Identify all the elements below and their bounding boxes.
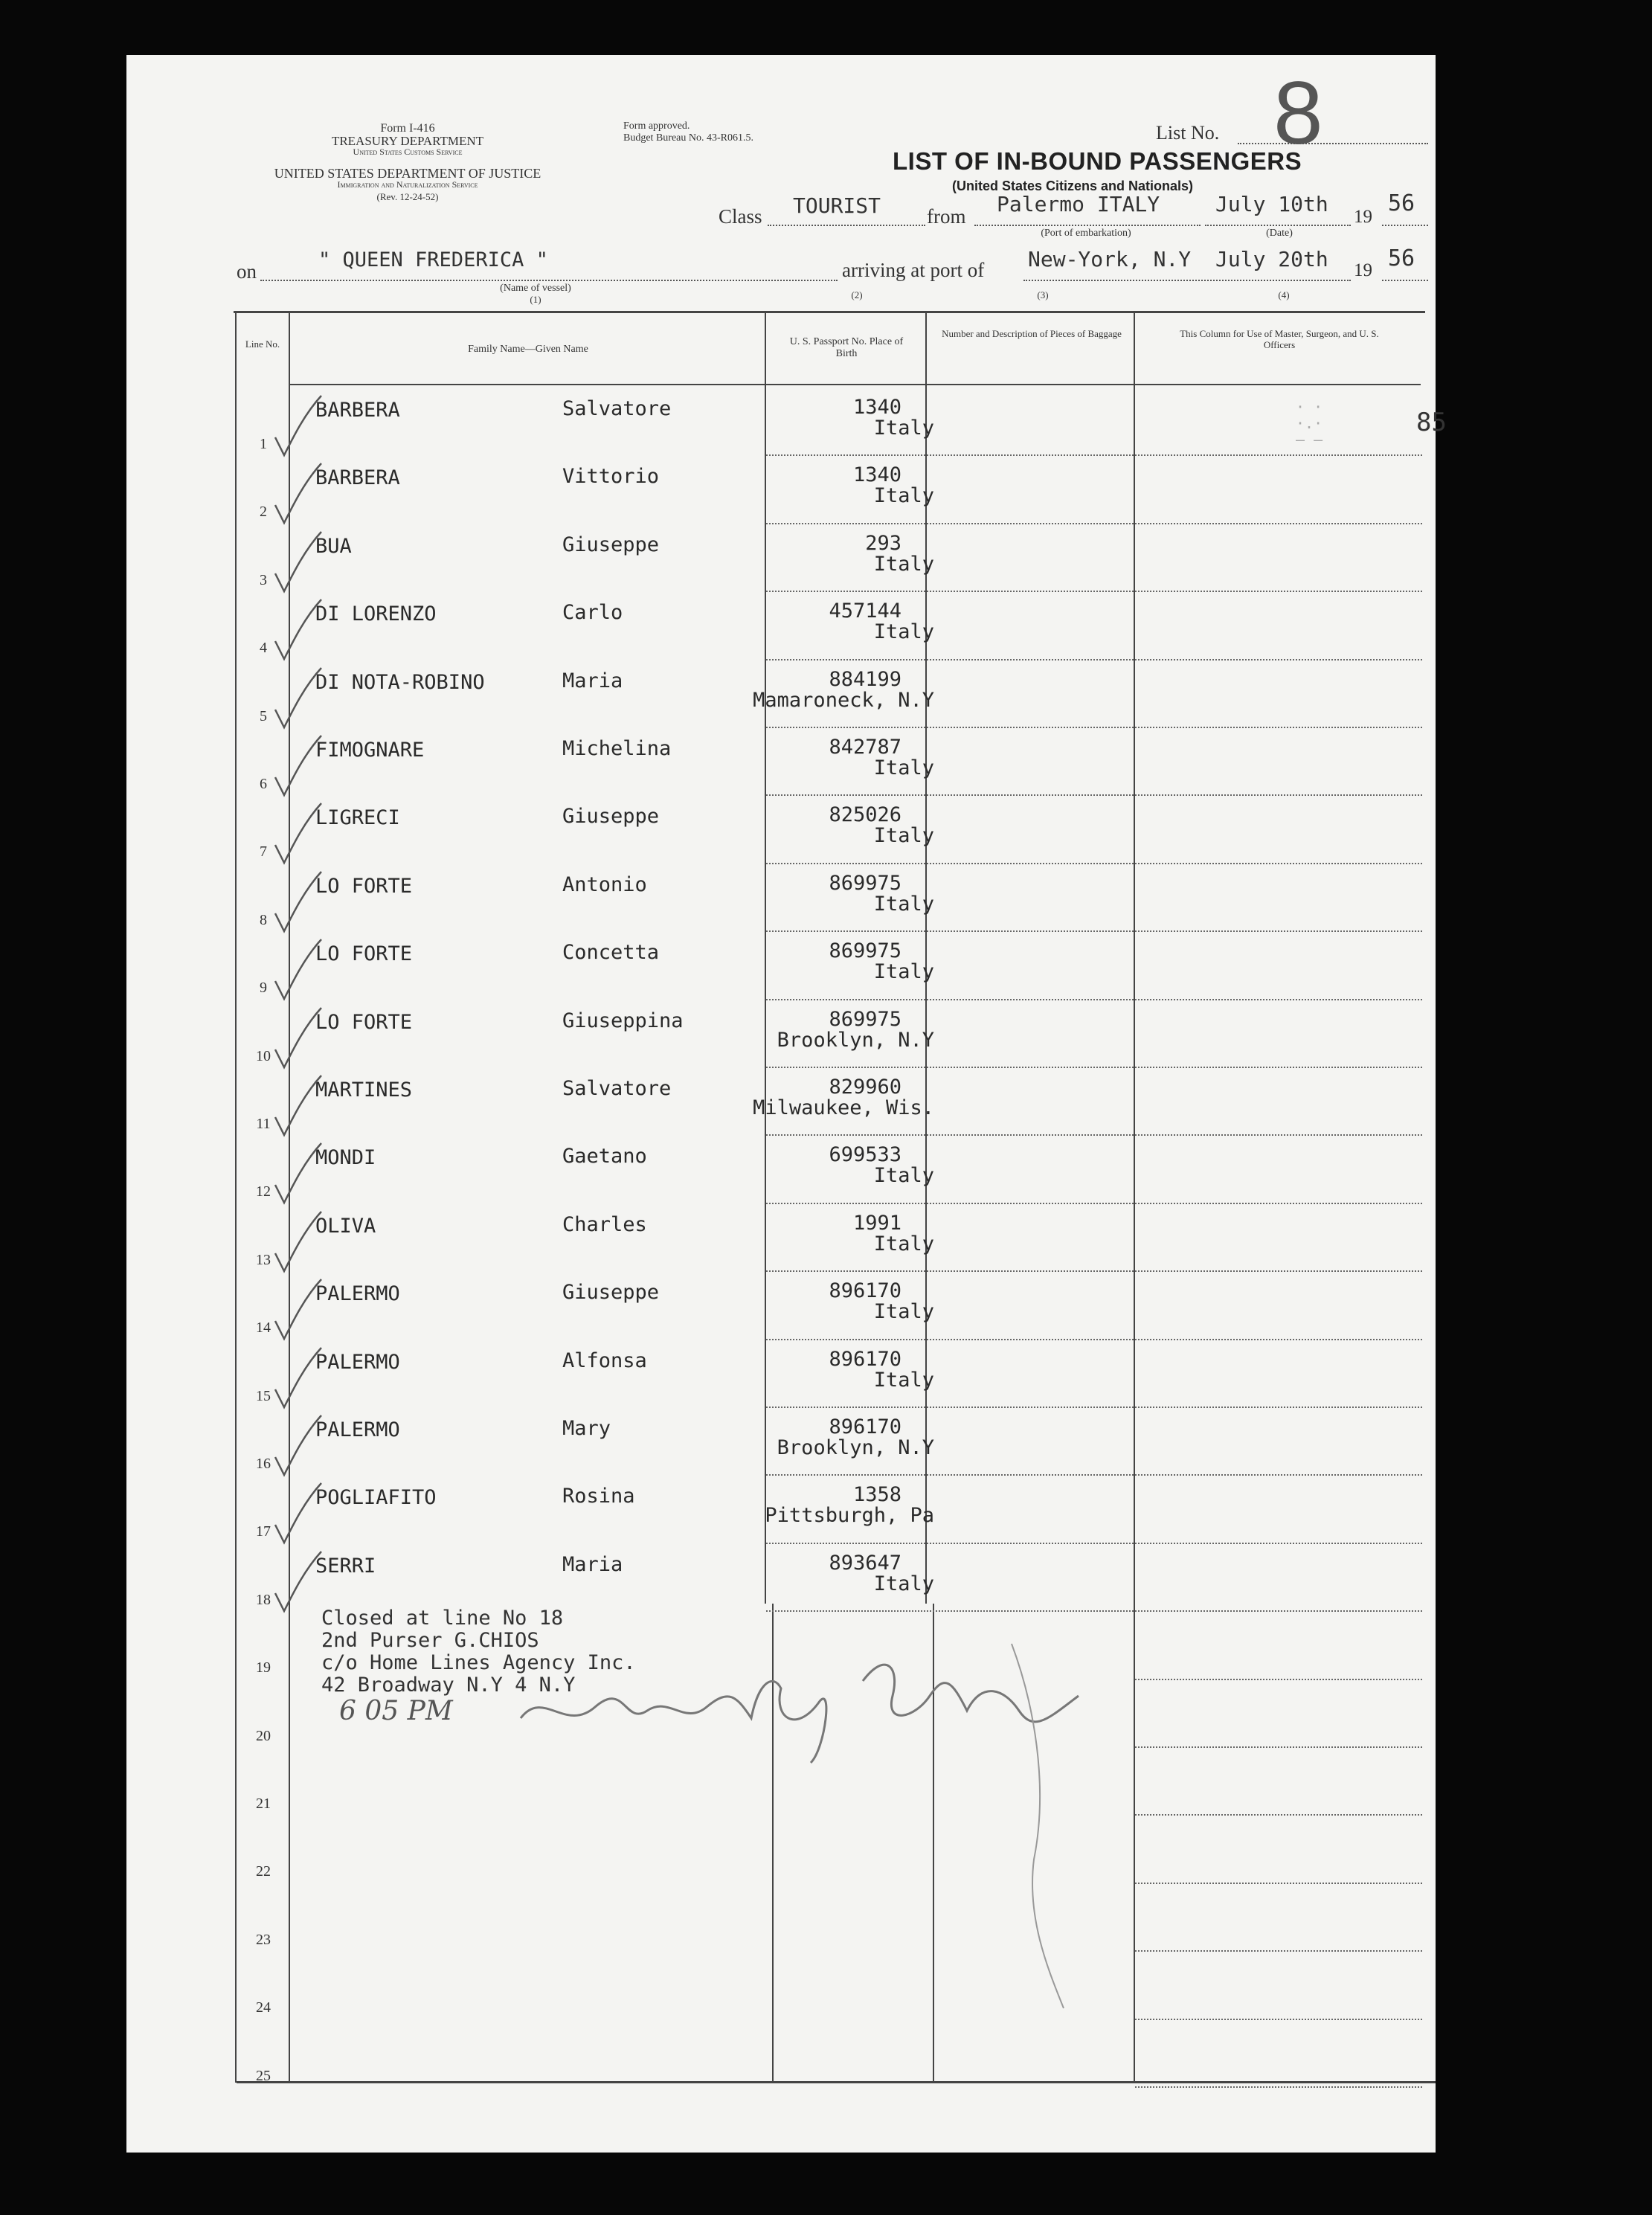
row-divider — [927, 1067, 1134, 1068]
table-bottom-rule — [237, 2081, 1436, 2083]
year-underline — [1382, 225, 1428, 226]
family-name: BUA — [315, 534, 352, 558]
passport-number: 884199 — [829, 667, 901, 691]
row-divider — [766, 591, 925, 592]
passport-number: 293 — [865, 531, 901, 555]
given-name: Giuseppina — [562, 1009, 684, 1032]
date-underline — [1205, 225, 1351, 226]
place-of-birth: Italy — [873, 1572, 934, 1595]
line-number: 17 — [256, 1523, 271, 1540]
given-name: Giuseppe — [562, 805, 660, 829]
vessel-caption: (Name of vessel) — [500, 283, 571, 294]
class-underline — [768, 225, 925, 226]
row-divider — [766, 1203, 925, 1204]
row-divider — [927, 999, 1134, 1000]
arriving-label: arriving at port of — [842, 259, 985, 281]
row-divider — [927, 1339, 1134, 1340]
arrival-year: 56 — [1388, 245, 1415, 271]
row-divider — [1135, 727, 1422, 728]
given-name: Giuseppe — [562, 1281, 660, 1305]
place-of-birth: Brooklyn, N.Y — [777, 1028, 934, 1052]
family-name: PALERMO — [315, 1350, 400, 1374]
list-number-label: List No. — [1156, 122, 1220, 144]
family-name: LO FORTE — [315, 942, 413, 966]
dept-treasury: TREASURY DEPARTMENT — [331, 134, 484, 148]
closing-line-3: c/o Home Lines Agency Inc. — [321, 1651, 636, 1674]
line-number: 4 — [260, 640, 267, 657]
place-of-birth: Italy — [873, 484, 934, 508]
line-number: 21 — [256, 1796, 271, 1812]
place-of-birth: Italy — [873, 824, 934, 848]
given-name: Michelina — [562, 737, 672, 760]
passport-number: 869975 — [829, 871, 901, 895]
passport-number: 869975 — [829, 939, 901, 963]
row-divider — [1135, 999, 1422, 1000]
check-mark — [268, 1411, 327, 1478]
line-number: 16 — [256, 1456, 271, 1472]
place-of-birth: Italy — [873, 1232, 934, 1256]
line-number: 2 — [260, 504, 267, 521]
check-mark — [268, 391, 327, 458]
row-divider — [1135, 591, 1422, 592]
row-divider — [927, 1543, 1134, 1544]
column-header-name: Family Name—Given Name — [468, 344, 588, 355]
line-number: 10 — [256, 1047, 271, 1064]
given-name: Mary — [562, 1417, 611, 1440]
given-name: Gaetano — [562, 1145, 647, 1168]
check-mark — [268, 731, 327, 798]
place-of-birth: Italy — [873, 1368, 934, 1392]
row-divider — [927, 1203, 1134, 1204]
caption-3: (3) — [1037, 289, 1049, 300]
row-divider — [1135, 1610, 1422, 1612]
class-label: Class — [719, 205, 762, 228]
given-name: Alfonsa — [562, 1348, 647, 1372]
row-divider — [766, 1134, 925, 1136]
given-name: Rosina — [562, 1485, 635, 1508]
column-header-officers: This Column for Use of Master, Surgeon, and U. S. Officers — [1180, 328, 1379, 350]
passport-number: 1358 — [852, 1483, 901, 1507]
dept-ins: Immigration and Naturalization Service — [337, 179, 478, 190]
row-divider — [766, 1474, 925, 1476]
row-divider — [1135, 1203, 1422, 1204]
given-name: Carlo — [562, 601, 623, 625]
given-name: Maria — [562, 1552, 623, 1576]
passport-number: 896170 — [829, 1415, 901, 1438]
table-top-rule — [234, 311, 1425, 313]
vessel-name: " QUEEN FREDERICA " — [318, 248, 548, 271]
row-divider — [766, 999, 925, 1000]
port-caption: (Port of embarkation) — [1041, 228, 1131, 239]
family-name: LIGRECI — [315, 806, 400, 830]
row-divider — [1135, 1067, 1422, 1068]
check-mark — [268, 595, 327, 662]
family-name: LO FORTE — [315, 874, 413, 898]
dept-customs: United States Customs Service — [353, 147, 463, 157]
row-divider — [766, 930, 925, 932]
row-divider — [1135, 2086, 1422, 2088]
passport-number: 896170 — [829, 1347, 901, 1371]
line-number: 19 — [256, 1659, 271, 1676]
column-header-line-no: Line No. — [245, 338, 280, 350]
row-divider — [927, 1407, 1134, 1408]
passport-number: 1340 — [852, 396, 901, 419]
given-name: Antonio — [562, 872, 647, 896]
line-number: 9 — [260, 980, 267, 997]
row-divider — [766, 727, 925, 728]
line-number: 22 — [256, 1863, 271, 1880]
passport-number: 842787 — [829, 736, 901, 759]
given-name: Salvatore — [562, 1077, 672, 1100]
from-label: from — [927, 205, 966, 228]
table-header-rule — [289, 384, 1421, 385]
given-name: Salvatore — [562, 397, 672, 420]
row-divider — [1135, 1270, 1422, 1272]
closing-line-2: 2nd Purser G.CHIOS — [321, 1629, 539, 1652]
family-name: SERRI — [315, 1554, 376, 1578]
officer-mark: · · ·.· — — — [1296, 398, 1323, 449]
caption-1: (1) — [530, 294, 541, 305]
column-header-passport: U. S. Passport No. Place of Birth — [789, 336, 904, 360]
row-divider — [1135, 1134, 1422, 1136]
budget-note: Budget Bureau No. 43-R061.5. — [623, 132, 753, 144]
place-of-birth: Italy — [873, 1300, 934, 1324]
line-number: 18 — [256, 1591, 271, 1608]
year-prefix: 19 — [1354, 207, 1372, 227]
row-divider — [927, 1270, 1134, 1272]
passport-number: 1340 — [852, 463, 901, 487]
row-divider — [927, 591, 1134, 592]
closing-line-1: Closed at line No 18 — [321, 1607, 564, 1630]
family-name: MARTINES — [315, 1078, 413, 1102]
page-title: LIST OF IN-BOUND PASSENGERS — [893, 147, 1302, 175]
passport-number: 825026 — [829, 803, 901, 827]
family-name: POGLIAFITO — [315, 1486, 437, 1510]
class-value: TOURIST — [793, 193, 881, 218]
passport-number: 896170 — [829, 1279, 901, 1303]
row-divider — [927, 727, 1134, 728]
row-divider — [766, 1339, 925, 1340]
row-divider — [927, 659, 1134, 660]
row-divider — [1135, 659, 1422, 660]
check-mark — [268, 1071, 327, 1138]
passport-number: 1991 — [852, 1211, 901, 1235]
line-number: 12 — [256, 1183, 271, 1200]
passport-number: 893647 — [829, 1551, 901, 1575]
dept-justice: UNITED STATES DEPARTMENT OF JUSTICE — [274, 166, 541, 181]
embark-date: July 10th — [1215, 192, 1328, 216]
year-prefix-2: 19 — [1354, 260, 1372, 280]
list-number-value: 8 — [1273, 63, 1323, 163]
line-number: 5 — [260, 707, 267, 724]
row-divider — [766, 1610, 925, 1612]
family-name: LO FORTE — [315, 1010, 413, 1034]
passport-number: 457144 — [829, 599, 901, 623]
family-name: DI NOTA-ROBINO — [315, 670, 485, 694]
line-number: 25 — [256, 2067, 271, 2084]
from-underline — [974, 225, 1201, 226]
row-divider — [766, 523, 925, 524]
row-divider — [766, 1270, 925, 1272]
row-divider — [1135, 794, 1422, 796]
row-divider — [766, 794, 925, 796]
row-divider — [927, 1610, 1134, 1612]
check-mark — [268, 1139, 327, 1206]
check-mark — [268, 1207, 327, 1274]
check-mark — [268, 867, 327, 934]
date-caption: (Date) — [1266, 228, 1293, 239]
row-divider — [766, 1067, 925, 1068]
arrival-port: New-York, N.Y — [1028, 247, 1192, 271]
place-of-birth: Italy — [873, 756, 934, 779]
row-divider — [927, 863, 1134, 864]
row-divider — [1135, 930, 1422, 932]
line-number: 14 — [256, 1319, 271, 1337]
check-mark — [268, 799, 327, 866]
check-mark — [268, 663, 327, 730]
row-divider — [927, 930, 1134, 932]
form-revision: (Rev. 12-24-52) — [376, 191, 439, 202]
place-of-birth: Italy — [873, 620, 934, 644]
embark-year: 56 — [1388, 190, 1415, 216]
family-name: PALERMO — [315, 1418, 400, 1441]
arrival-date: July 20th — [1215, 247, 1328, 271]
row-divider — [927, 1134, 1134, 1136]
margin-note: 85 — [1416, 408, 1447, 437]
check-mark — [268, 459, 327, 526]
family-name: MONDI — [315, 1146, 376, 1170]
approved-note: Form approved. — [623, 120, 690, 132]
given-name: Concetta — [562, 941, 660, 965]
caption-2: (2) — [851, 289, 863, 300]
row-divider — [1135, 1407, 1422, 1408]
given-name: Giuseppe — [562, 533, 660, 556]
place-of-birth: Italy — [873, 1164, 934, 1188]
check-mark — [268, 935, 327, 1002]
check-mark — [268, 527, 327, 594]
line-number: 13 — [256, 1251, 271, 1268]
passport-number: 699533 — [829, 1143, 901, 1167]
from-value: Palermo ITALY — [997, 192, 1160, 216]
line-number: 24 — [256, 1999, 271, 2016]
family-name: PALERMO — [315, 1282, 400, 1306]
row-divider — [1135, 863, 1422, 864]
family-name: BARBERA — [315, 399, 400, 422]
family-name: DI LORENZO — [315, 602, 437, 626]
line-number: 20 — [256, 1727, 271, 1744]
check-mark — [268, 1547, 327, 1614]
line-number: 8 — [260, 911, 267, 928]
column-header-baggage: Number and Description of Pieces of Baggage — [942, 328, 1122, 339]
place-of-birth: Milwaukee, Wis. — [753, 1096, 934, 1119]
family-name: BARBERA — [315, 466, 400, 490]
row-divider — [766, 863, 925, 864]
line-number: 7 — [260, 843, 267, 861]
row-divider — [927, 1474, 1134, 1476]
given-name: Charles — [562, 1212, 647, 1236]
line-number: 23 — [256, 1931, 271, 1948]
form-number: Form I-416 — [380, 122, 435, 135]
place-of-birth: Italy — [873, 552, 934, 576]
row-divider — [766, 1407, 925, 1408]
row-divider — [1135, 1339, 1422, 1340]
row-divider — [927, 794, 1134, 796]
table-left-border — [235, 312, 237, 2083]
row-divider — [1135, 1543, 1422, 1544]
place-of-birth: Mamaroneck, N.Y — [753, 688, 934, 712]
row-divider — [766, 1543, 925, 1544]
row-divider — [766, 659, 925, 660]
vessel-underline — [260, 280, 838, 281]
family-name: FIMOGNARE — [315, 739, 425, 762]
page-subtitle: (United States Citizens and Nationals) — [952, 179, 1194, 193]
line-number: 15 — [256, 1387, 271, 1404]
given-name: Vittorio — [562, 465, 660, 489]
closing-line-4: 42 Broadway N.Y 4 N.Y — [321, 1674, 576, 1697]
caption-4: (4) — [1278, 289, 1290, 300]
list-number-underline — [1238, 143, 1428, 144]
on-label: on — [237, 260, 257, 283]
place-of-birth: Pittsburgh, Pa — [765, 1504, 934, 1528]
passport-number: 869975 — [829, 1007, 901, 1031]
check-mark — [268, 1343, 327, 1410]
closing-time: 6 05 PM — [339, 1696, 453, 1726]
row-divider — [766, 454, 925, 456]
place-of-birth: Italy — [873, 417, 934, 440]
row-divider — [1135, 1474, 1422, 1476]
purser-signature — [513, 1636, 1183, 2023]
check-mark — [268, 1275, 327, 1342]
year-underline-2 — [1382, 280, 1428, 281]
given-name: Maria — [562, 669, 623, 692]
port-underline — [1023, 280, 1351, 281]
line-number: 3 — [260, 571, 267, 588]
check-mark — [268, 1003, 327, 1070]
line-number: 1 — [260, 436, 267, 452]
check-mark — [268, 1479, 327, 1546]
line-number: 11 — [256, 1116, 271, 1132]
place-of-birth: Italy — [873, 892, 934, 916]
place-of-birth: Brooklyn, N.Y — [777, 1436, 934, 1459]
row-divider — [927, 454, 1134, 456]
row-divider — [1135, 454, 1422, 456]
row-divider — [1135, 523, 1422, 524]
passport-number: 829960 — [829, 1076, 901, 1099]
line-number: 6 — [260, 776, 267, 792]
row-divider — [927, 523, 1134, 524]
place-of-birth: Italy — [873, 960, 934, 984]
family-name: OLIVA — [315, 1214, 376, 1238]
